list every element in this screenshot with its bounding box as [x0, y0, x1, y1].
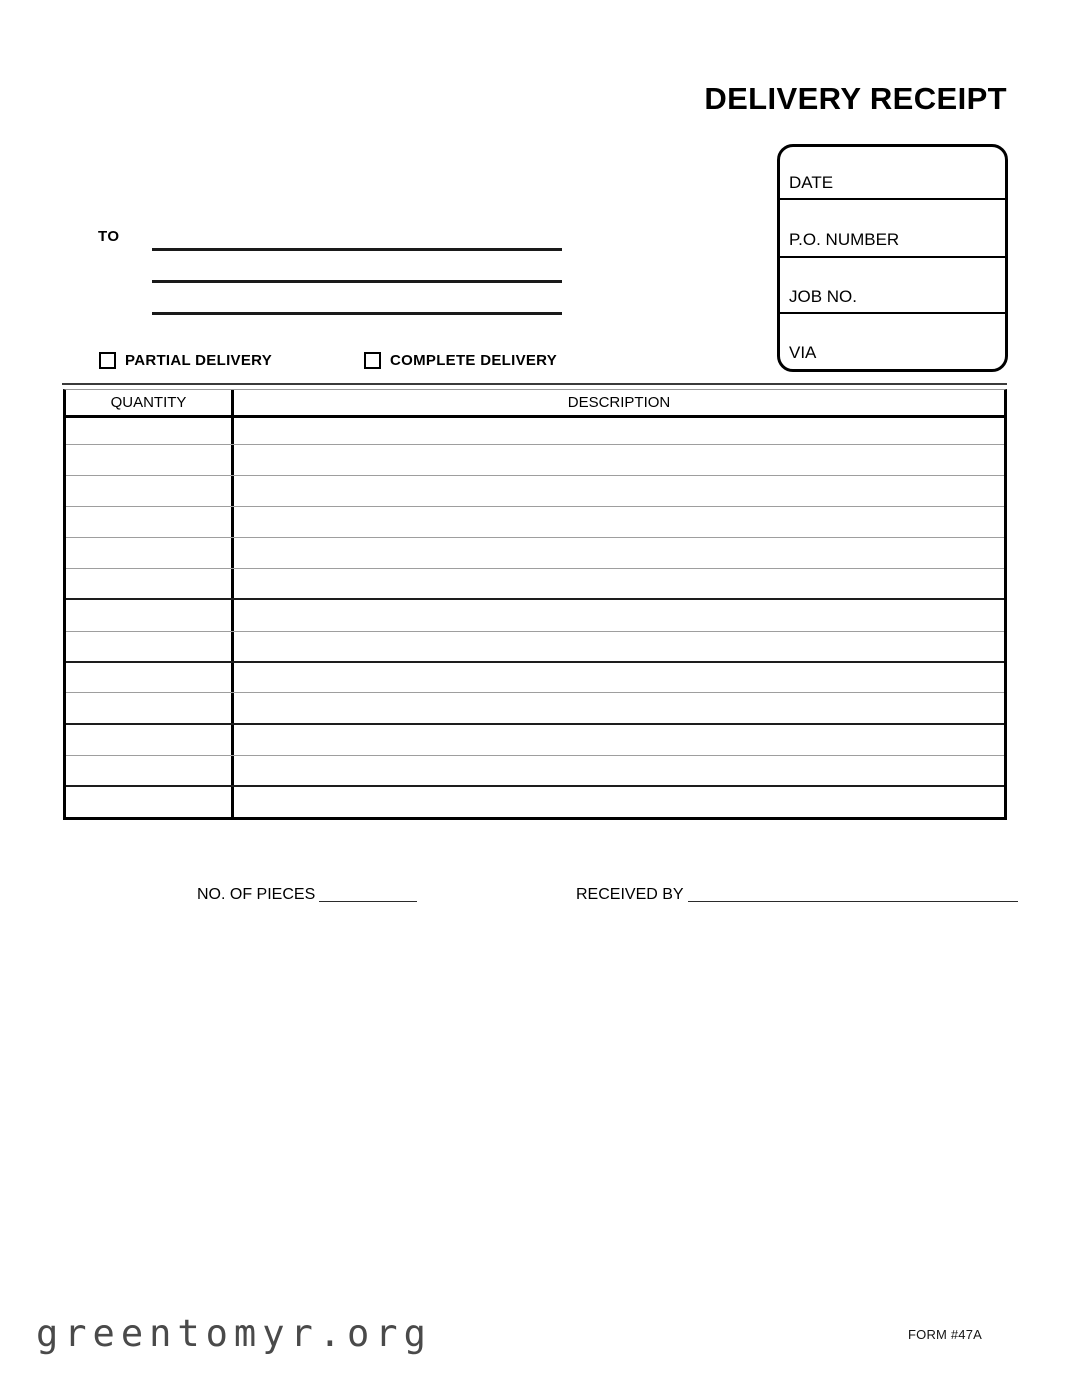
complete-delivery-checkbox[interactable] [364, 352, 381, 369]
table-row[interactable] [66, 725, 1004, 756]
cell-description[interactable] [234, 476, 1004, 506]
table-row[interactable] [66, 756, 1004, 787]
cell-description[interactable] [234, 787, 1004, 817]
recipient-line-1[interactable] [152, 248, 562, 251]
field-job-no-label: JOB NO. [789, 287, 858, 306]
partial-delivery-option[interactable] [99, 352, 272, 369]
received-by-input[interactable] [688, 901, 1018, 902]
recipient-line-2[interactable] [152, 280, 562, 283]
field-via-label: VIA [789, 343, 817, 362]
recipient-label: TO [98, 228, 120, 245]
cell-quantity[interactable] [66, 418, 234, 444]
received-by-label: RECEIVED BY [576, 886, 684, 903]
cell-quantity[interactable] [66, 725, 234, 755]
cell-quantity[interactable] [66, 693, 234, 723]
field-date[interactable] [780, 147, 1005, 198]
cell-description[interactable] [234, 569, 1004, 598]
table-row[interactable] [66, 632, 1004, 663]
field-po-number[interactable] [780, 198, 1005, 256]
cell-quantity[interactable] [66, 507, 234, 537]
cell-quantity[interactable] [66, 787, 234, 817]
cell-description[interactable] [234, 663, 1004, 692]
column-header-description: DESCRIPTION [567, 394, 671, 411]
table-row[interactable] [66, 445, 1004, 476]
cell-description[interactable] [234, 418, 1004, 444]
cell-description[interactable] [234, 693, 1004, 723]
cell-quantity[interactable] [66, 476, 234, 506]
cell-quantity[interactable] [66, 600, 234, 631]
cell-description[interactable] [234, 538, 1004, 568]
field-via[interactable] [780, 312, 1005, 369]
page-title: DELIVERY RECEIPT [704, 81, 1007, 116]
table-row[interactable] [66, 418, 1004, 445]
column-header-quantity: QUANTITY [66, 390, 234, 415]
table-top-rule [62, 383, 1007, 385]
cell-description[interactable] [234, 600, 1004, 631]
field-date-label: DATE [789, 173, 834, 192]
table-row[interactable] [66, 663, 1004, 693]
table-row[interactable] [66, 507, 1004, 538]
cell-description[interactable] [234, 445, 1004, 475]
cell-quantity[interactable] [66, 538, 234, 568]
cell-description[interactable] [234, 632, 1004, 661]
cell-quantity[interactable] [66, 663, 234, 692]
cell-description[interactable] [234, 725, 1004, 755]
cell-description[interactable] [234, 756, 1004, 785]
no-of-pieces-label: NO. OF PIECES [197, 886, 316, 903]
table-row[interactable] [66, 693, 1004, 725]
site-watermark: greentomyr.org [36, 1312, 432, 1355]
table-row[interactable] [66, 569, 1004, 600]
items-table [63, 389, 1007, 820]
cell-quantity[interactable] [66, 445, 234, 475]
items-table-body [66, 418, 1004, 817]
no-of-pieces-field[interactable] [197, 885, 417, 905]
partial-delivery-label: PARTIAL DELIVERY [125, 352, 273, 369]
table-row[interactable] [66, 600, 1004, 632]
table-row[interactable] [66, 476, 1004, 507]
cell-description[interactable] [234, 507, 1004, 537]
table-row[interactable] [66, 787, 1004, 817]
table-row[interactable] [66, 538, 1004, 569]
items-table-header [66, 390, 1004, 418]
cell-quantity[interactable] [66, 632, 234, 661]
field-po-number-label: P.O. NUMBER [789, 230, 900, 249]
recipient-line-3[interactable] [152, 312, 562, 315]
cell-quantity[interactable] [66, 756, 234, 785]
shipment-info-box [777, 144, 1008, 372]
partial-delivery-checkbox[interactable] [99, 352, 116, 369]
field-job-no[interactable] [780, 256, 1005, 312]
cell-quantity[interactable] [66, 569, 234, 598]
no-of-pieces-input[interactable] [319, 901, 417, 902]
received-by-field[interactable] [576, 885, 1018, 905]
complete-delivery-option[interactable] [364, 352, 557, 369]
complete-delivery-label: COMPLETE DELIVERY [390, 352, 558, 369]
form-number: FORM #47A [908, 1327, 983, 1342]
